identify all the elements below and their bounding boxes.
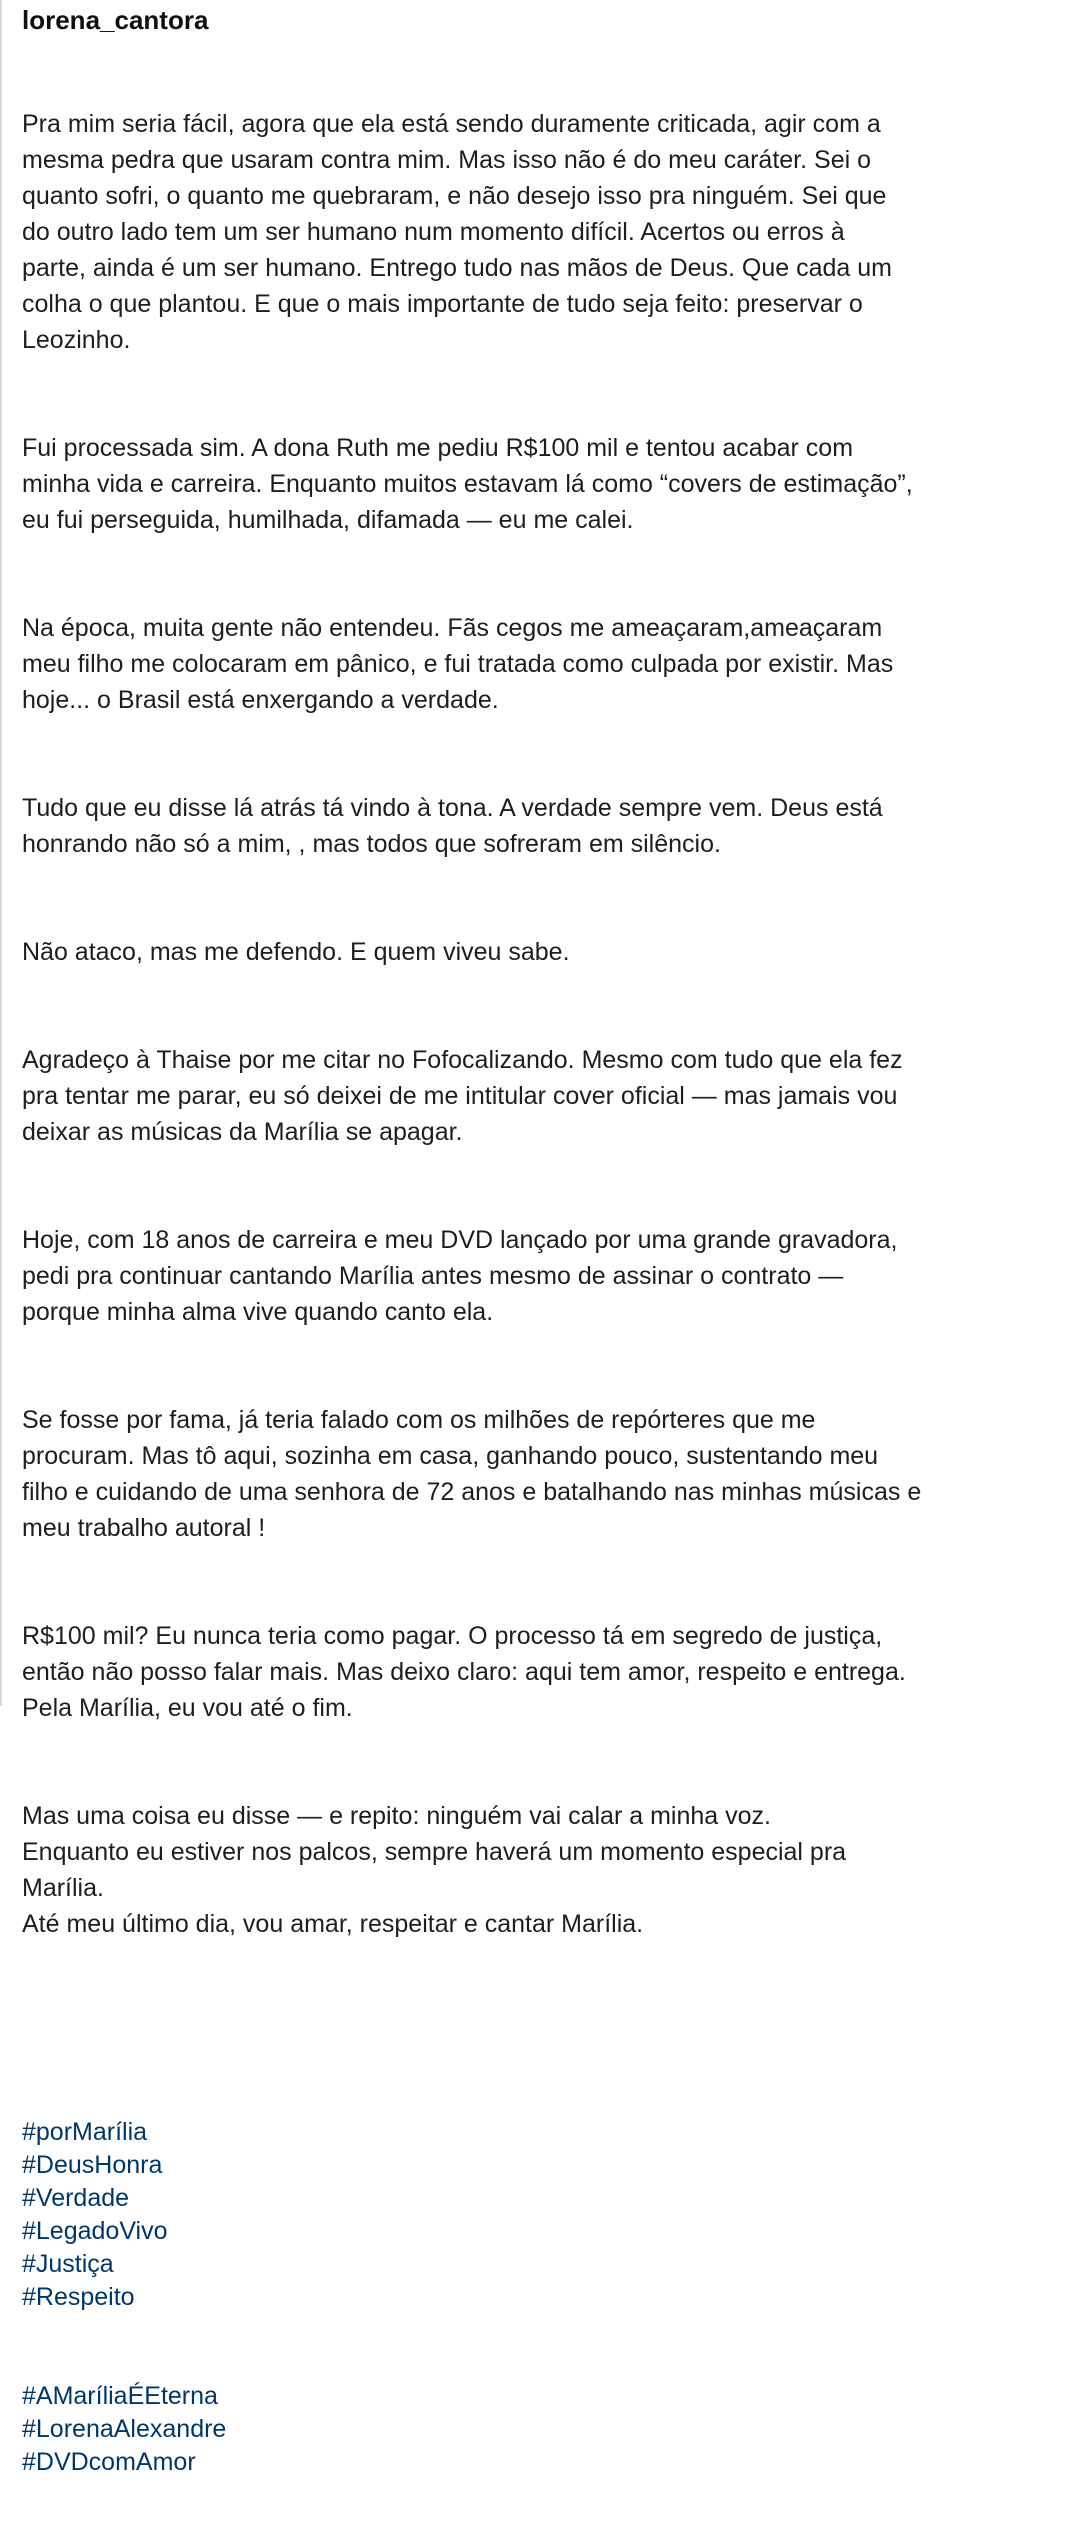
hashtag-link[interactable]: #porMarília <box>22 2118 148 2146</box>
hashtag-link[interactable]: #DVDcomAmor <box>22 2448 196 2476</box>
hashtag-line-2 <box>22 2347 1062 2479</box>
caption-paragraph-7: Hoje, com 18 anos de carreira e meu DVD lançado por uma grande gravadora, pedi pra continuar cantando Marília antes mesmo de assinar o contrato — porque minha alma vive quando canto ela. <box>22 1226 898 1326</box>
caption-paragraph-9: R$100 mil? Eu nunca teria como pagar. O processo tá em segredo de justiça, então não posso falar mais. Mas deixo claro: aqui tem amor, respeito e entrega. Pela Marília, eu vou até o fim. <box>22 1622 906 1722</box>
hashtag-link[interactable]: #Verdade <box>22 2184 130 2212</box>
caption-paragraph-6: Agradeço à Thaise por me citar no Fofocalizando. Mesmo com tudo que ela fez pra tentar me parar, eu só deixei de me intitular cover oficial — mas jamais vou deixar as músicas da Marília se apagar. <box>22 1046 903 1146</box>
username-link[interactable]: lorena_cantora <box>22 5 209 35</box>
caption-paragraph-3: Na época, muita gente não entendeu. Fãs cegos me ameaçaram,ameaçaram meu filho me colocaram em pânico, e fui tratada como culpada por existir. Mas hoje... o Brasil está enxergando a verdade. <box>22 614 894 714</box>
left-border-divider <box>0 0 2 1706</box>
caption-paragraph-8: Se fosse por fama, já teria falado com os milhões de repórteres que me procuram. Mas tô aqui, sozinha em casa, ganhando pouco, sustentando meu filho e cuidando de uma senhora de 72 anos e batalhando nas minhas músicas e meu trabalho autoral ! <box>22 1406 922 1542</box>
caption-paragraph-1: Pra mim seria fácil, agora que ela está sendo duramente criticada, agir com a mesma pedra que usaram contra mim. Mas isso não é do meu caráter. Sei o quanto sofri, o quanto me quebraram, e não desejo isso pra ninguém. Sei que do outro lado tem um ser humano num momento difícil. Acertos ou erros à parte, ainda é um ser humano. Entrego tudo nas mãos de Deus. Que cada um colha o que plantou. E que o mais importante de tudo seja feito: preservar o Leozinho. <box>22 110 892 354</box>
hashtag-link[interactable]: #AMaríliaÉEterna <box>22 2382 218 2410</box>
post-caption-container <box>22 0 1062 2548</box>
caption-paragraph-2: Fui processada sim. A dona Ruth me pediu R$100 mil e tentou acabar com minha vida e carreira. Enquanto muitos estavam lá como “covers de estimação”, eu fui perseguida, humilhada, difamada — eu me calei. <box>22 434 913 534</box>
hashtag-link[interactable]: #Respeito <box>22 2283 135 2311</box>
hashtag-list <box>22 2050 1062 2512</box>
caption-paragraph-4: Tudo que eu disse lá atrás tá vindo à tona. A verdade sempre vem. Deus está honrando não só a mim, , mas todos que sofreram em silêncio. <box>22 794 883 858</box>
hashtag-link[interactable]: #DeusHonra <box>22 2151 163 2179</box>
caption-body <box>22 70 1062 2548</box>
hashtag-link[interactable]: #LorenaAlexandre <box>22 2415 227 2443</box>
hashtag-link[interactable]: #LegadoVivo <box>22 2217 168 2245</box>
caption-paragraph-10: Mas uma coisa eu disse — e repito: ninguém vai calar a minha voz. Enquanto eu estiver nos palcos, sempre haverá um momento especial pra Marília. Até meu último dia, vou amar, respeitar e cantar Marília. <box>22 1802 847 1938</box>
hashtag-line-1 <box>22 2083 1062 2314</box>
caption-paragraph-5: Não ataco, mas me defendo. E quem viveu sabe. <box>22 938 570 966</box>
hashtag-link[interactable]: #Justiça <box>22 2250 114 2278</box>
